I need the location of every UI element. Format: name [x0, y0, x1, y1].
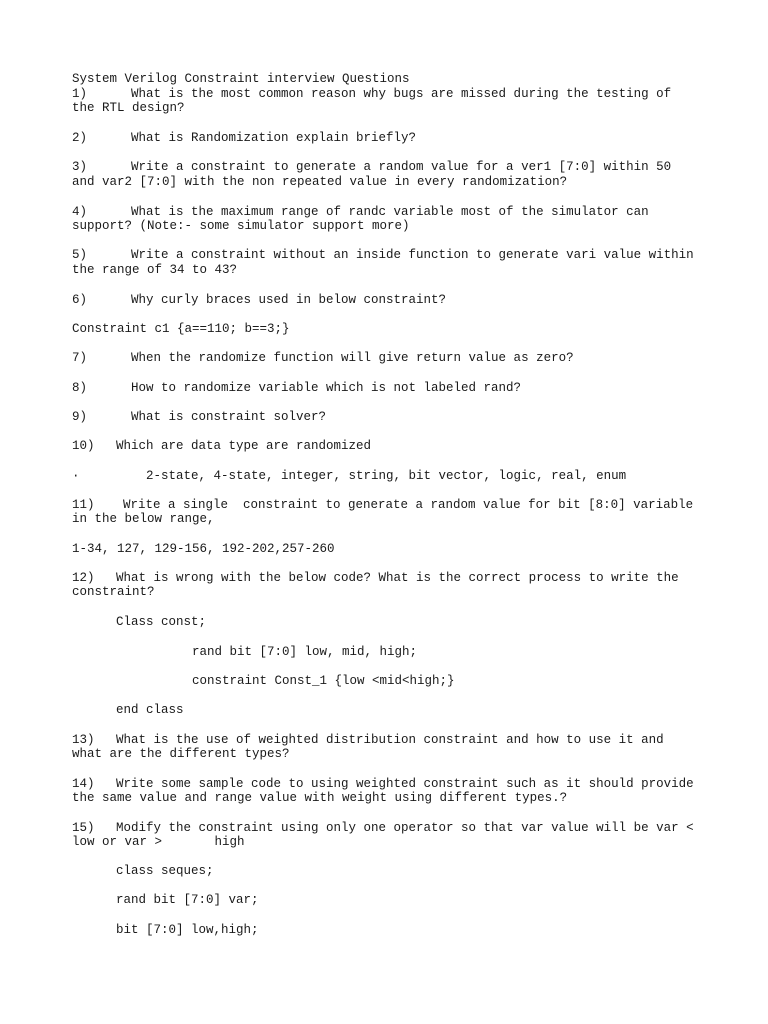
question-text: What is constraint solver?	[131, 410, 327, 424]
question-text-cont: the RTL design?	[72, 101, 185, 115]
question-number: 8)	[72, 381, 88, 395]
code-line: constraint Const_1 {low <mid<high;}	[192, 674, 455, 688]
code-line: Constraint c1 {a==110; b==3;}	[72, 322, 290, 336]
question-number: 1)	[72, 87, 88, 101]
question-text: What is wrong with the below code? What is the correct process to write the	[116, 571, 679, 585]
question-number: 14)	[72, 777, 95, 791]
question-text: Modify the constraint using only one operator so that var value will be var <	[116, 821, 694, 835]
code-line: rand bit [7:0] var;	[116, 893, 259, 907]
code-line: class seques;	[116, 864, 214, 878]
code-line: bit [7:0] low,high;	[116, 923, 259, 937]
question-text: Why curly braces used in below constraint?	[131, 293, 447, 307]
question-number: 13)	[72, 733, 95, 747]
question-text: Write some sample code to using weighted constraint such as it should provide	[116, 777, 694, 791]
question-text: Write a constraint without an inside function to generate vari value within	[131, 248, 694, 262]
question-number: 12)	[72, 571, 95, 585]
question-number: 6)	[72, 293, 88, 307]
question-text: How to randomize variable which is not labeled rand?	[131, 381, 522, 395]
question-text-cont: support? (Note:- some simulator support more)	[72, 219, 410, 233]
question-text: When the randomize function will give return value as zero?	[131, 351, 574, 365]
question-number: 11)	[72, 498, 95, 512]
question-text: What is the maximum range of randc variable most of the simulator can	[131, 205, 649, 219]
question-text: What is the use of weighted distribution constraint and how to use it and	[116, 733, 664, 747]
code-line: end class	[116, 703, 184, 717]
range-list: 1-34, 127, 129-156, 192-202,257-260	[72, 542, 335, 556]
question-number: 10)	[72, 439, 95, 453]
question-text: What is Randomization explain briefly?	[131, 131, 417, 145]
question-text: Write a single constraint to generate a random value for bit [8:0] variable	[123, 498, 694, 512]
question-text: Write a constraint to generate a random value for a ver1 [7:0] within 50	[131, 160, 672, 174]
question-number: 2)	[72, 131, 88, 145]
question-number: 9)	[72, 410, 88, 424]
question-text: What is the most common reason why bugs are missed during the testing of	[131, 87, 672, 101]
question-text-cont: in the below range,	[72, 512, 215, 526]
question-text-cont: and var2 [7:0] with the non repeated value in every randomization?	[72, 175, 568, 189]
question-text-cont: what are the different types?	[72, 747, 290, 761]
question-text-cont: constraint?	[72, 585, 155, 599]
question-number: 3)	[72, 160, 88, 174]
bullet-icon: ·	[72, 469, 80, 483]
question-number: 7)	[72, 351, 88, 365]
document-title: System Verilog Constraint interview Questions	[72, 72, 410, 86]
bullet-text: 2-state, 4-state, integer, string, bit vector, logic, real, enum	[146, 469, 627, 483]
code-line: rand bit [7:0] low, mid, high;	[192, 645, 418, 659]
question-text: Which are data type are randomized	[116, 439, 372, 453]
question-text-cont: the same value and range value with weight using different types.?	[72, 791, 568, 805]
code-line: Class const;	[116, 615, 207, 629]
question-number: 5)	[72, 248, 88, 262]
question-text-cont: the range of 34 to 43?	[72, 263, 238, 277]
question-number: 15)	[72, 821, 95, 835]
question-number: 4)	[72, 205, 88, 219]
question-text-cont: low or var > high	[72, 835, 245, 849]
